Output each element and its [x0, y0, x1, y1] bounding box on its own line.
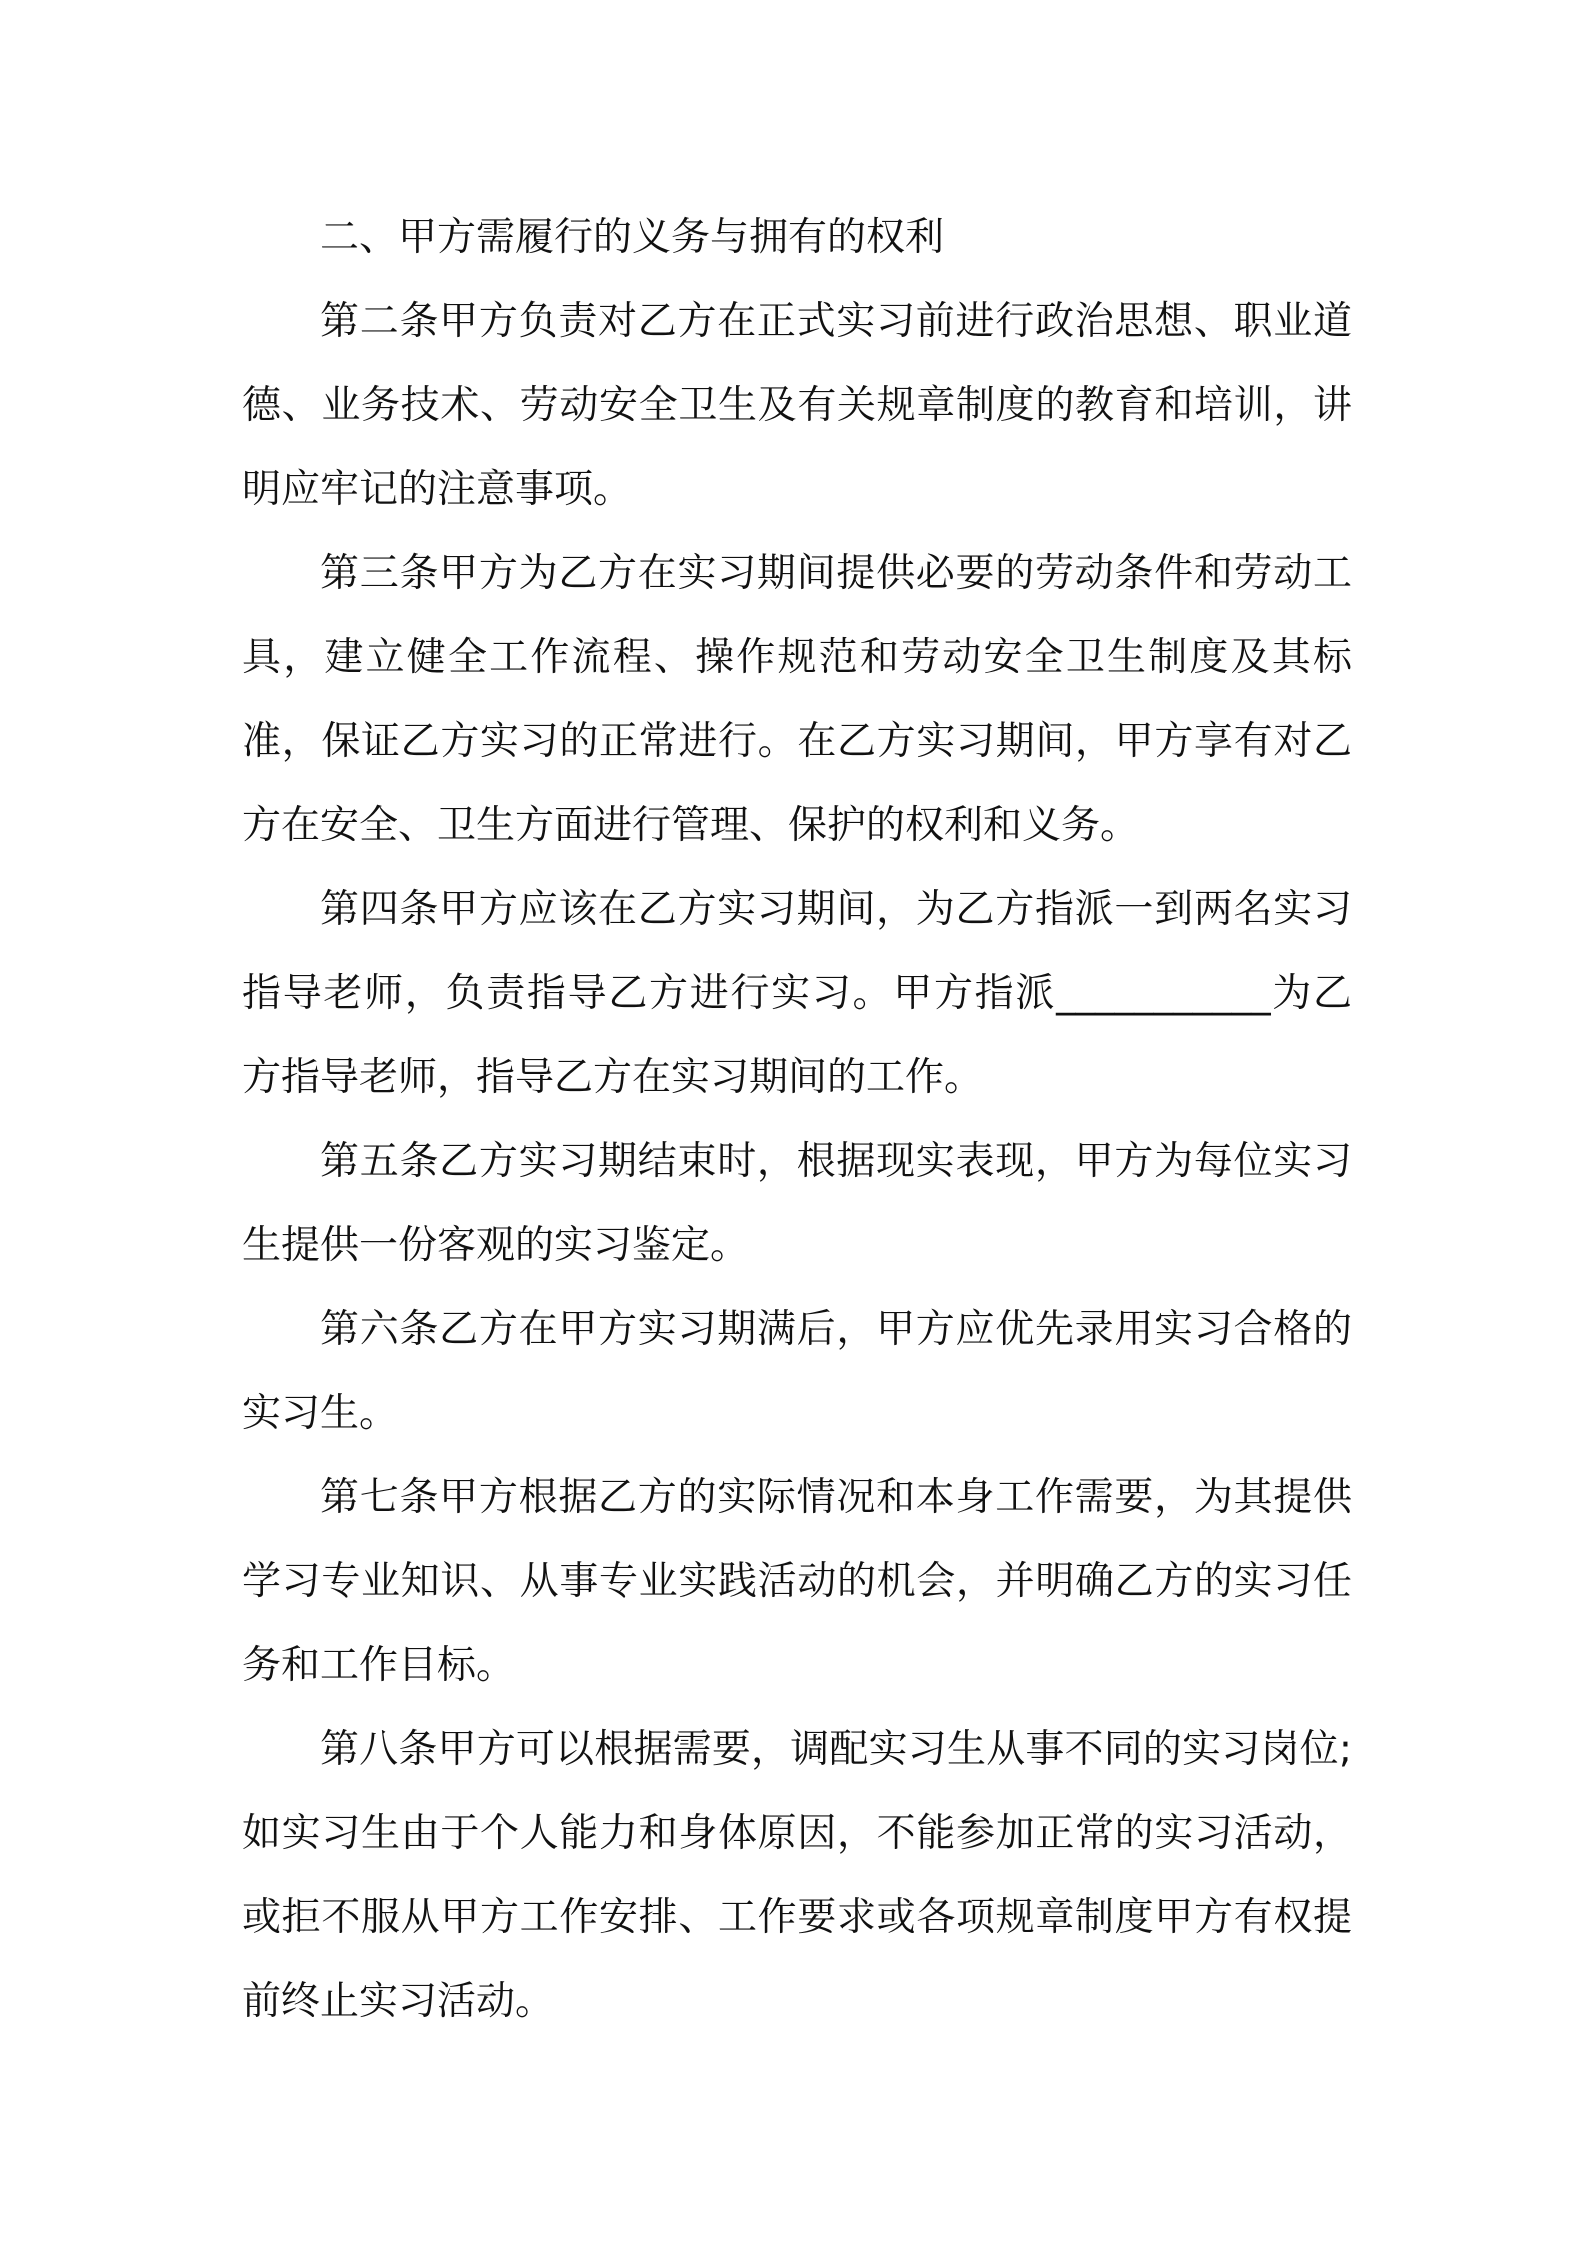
article-7-paragraph: 第七条甲方根据乙方的实际情况和本身工作需要，为其提供学习专业知识、从事专业实践活动的机会，并明确乙方的实习任务和工作目标。 [242, 1475, 1352, 1688]
article-2-paragraph: 第二条甲方负责对乙方在正式实习前进行政治思想、职业道德、业务技术、劳动安全卫生及有关规章制度的教育和培训，讲明应牢记的注意事项。 [242, 299, 1352, 512]
document-body [242, 196, 1352, 2044]
article-5-paragraph: 第五条乙方实习期结束时，根据现实表现，甲方为每位实习生提供一份客观的实习鉴定。 [242, 1139, 1352, 1268]
article-3-paragraph: 第三条甲方为乙方在实习期间提供必要的劳动条件和劳动工具，建立健全工作流程、操作规范和劳动安全卫生制度及其标准，保证乙方实习的正常进行。在乙方实习期间，甲方享有对乙方在安全、卫生方面进行管理、保护的权利和义务。 [242, 551, 1352, 848]
section-heading: 二、甲方需履行的义务与拥有的权利 [320, 215, 945, 260]
article-6-paragraph: 第六条乙方在甲方实习期满后，甲方应优先录用实习合格的实习生。 [242, 1307, 1352, 1436]
article-8-paragraph: 第八条甲方可以根据需要，调配实习生从事不同的实习岗位;如实习生由于个人能力和身体原因，不能参加正常的实习活动，或拒不服从甲方工作安排、工作要求或各项规章制度甲方有权提前终止实习活动。 [242, 1727, 1352, 2024]
article-4-paragraph: 第四条甲方应该在乙方实习期间，为乙方指派一到两名实习指导老师，负责指导乙方进行实习。甲方指派___________为乙方指导老师，指导乙方在实习期间的工作。 [242, 887, 1352, 1100]
